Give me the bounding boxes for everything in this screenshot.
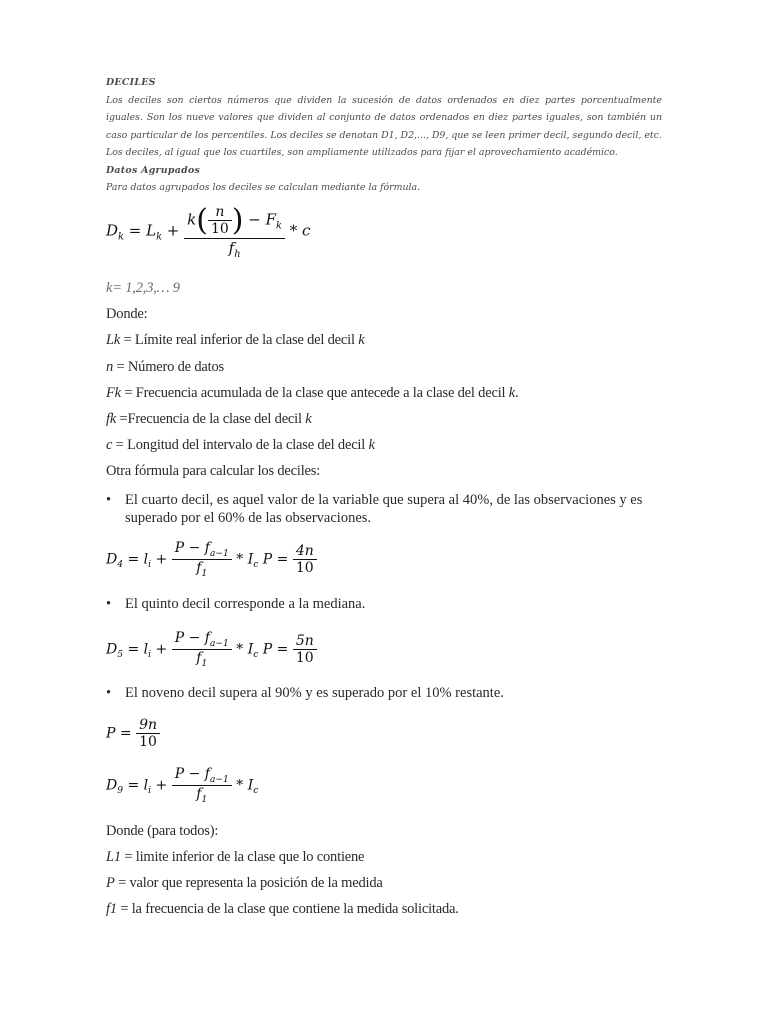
- subheading: Datos Agrupados: [106, 164, 201, 176]
- d9-formula: $D_9 = l_i$ + $\frac{P - f_{a-1}}{f_1}$ * $I_c$: [106, 766, 259, 805]
- section-heading: DECILES: [106, 77, 156, 88]
- main-decile-formula: $D_k = L_k$ + k( $\frac{n}{10}$ ) − $F_k$ $f_h$ * c: [106, 203, 311, 260]
- def-l1: L1 = limite inferior de la clase que lo contiene: [106, 849, 365, 865]
- intro-paragraph-3: Para datos agrupados los deciles se calculan mediante la fórmula.: [106, 182, 421, 193]
- intro-paragraph-1: Los deciles son ciertos números que dividen la sucesión de datos ordenados en diez partes porcentualmente iguales. Son los nueve valores que dividen al conjunto de datos ordenados en diez partes iguales, son también un caso particular de los percentiles. Los deciles se denotan D1, D2,..., D9, que se leen primer decil, segundo decil, etc.: [106, 94, 662, 141]
- donde-todos-label: Donde (para todos):: [106, 823, 219, 839]
- donde-label: Donde:: [106, 306, 148, 322]
- intro-block: [106, 74, 662, 197]
- bullet-dot-icon: •: [106, 685, 112, 701]
- k-values: k= 1,2,3,… 9: [106, 280, 180, 296]
- def-p: P = valor que representa la posición de la medida: [106, 875, 383, 891]
- otra-formula-label: Otra fórmula para calcular los deciles:: [106, 463, 321, 479]
- def-c: c = Longitud del intervalo de la clase del decil k: [106, 437, 375, 453]
- d5-formula: $D_5 = l_i$ + $\frac{P - f_{a-1}}{f_1}$ * $I_c$ P = $\frac{5n}{10}$: [106, 630, 317, 669]
- def-lk: Lk = Límite real inferior de la clase del decil k: [106, 332, 365, 348]
- p-nine-formula: P = $\frac{9n}{10}$: [106, 717, 160, 750]
- bullet-dot-icon: •: [106, 596, 112, 612]
- d4-formula: $D_4 = l_i$ + $\frac{P - f_{a-1}}{f_1}$ * $I_c$ P = $\frac{4n}{10}$: [106, 540, 317, 579]
- def-n: n = Número de datos: [106, 359, 224, 375]
- def-f1: f1 = la frecuencia de la clase que contiene la medida solicitada.: [106, 901, 459, 917]
- def-fk: Fk = Frecuencia acumulada de la clase que antecede a la clase del decil k.: [106, 385, 519, 401]
- def-fk-lower: fk =Frecuencia de la clase del decil k: [106, 411, 312, 427]
- bullet-dot-icon: •: [106, 492, 112, 508]
- document-page: DECILES Los deciles son ciertos números que dividen la sucesión de datos ordenados en diez partes porcentualmente iguales. Son los nueve valores que dividen al conjunto de datos ordenados en diez partes iguales, son también un caso particular de los percentiles. Los deciles se denotan D1, D2,..., D9, que se leen primer decil, segundo decil, etc. Los deciles, al igual que los cuartiles, son ampliamente utilizados para fijar el aprovechamiento académico. Datos Agrupados Para datos agrupados los deciles se calculan mediante la fórmula. $D_k = L_k$ + k( $\frac{n}{10}$ ) − $F_k$ $f_h$ * c k= 1,2,3,… 9 Donde: Lk = Límite real inferior de la clase del decil k n = Número de datos Fk = Frecuencia acumulada de la clase que antecede a la clase del decil k. fk =Frecuencia de la clase del decil k c = Longitud del intervalo de la clase del decil k Otra fórmula para calcular los deciles: • El cuarto decil, es aquel valor de la variable que supera al 40%, de las observaciones y es superado por el 60% de las observaciones. $D_4 = l_i$ + $\frac{P - f_{a-1}}{f_1}$ * $I_c$ P = $\frac{4n}{10}$ • El quinto decil corresponde a la mediana. $D_5 = l_i$ + $\frac{P - f_{a-1}}{f_1}$ * $I_c$ P = $\frac{5n}{10}$ • El noveno decil supera al 90% y es superado por el 10% restante. P = $\frac{9n}{10}$ $D_9 = l_i$ + $\frac{P - f_{a-1}}{f_1}$ * $I_c$ Donde (para todos): L1 = limite inferior de la clase que lo contiene P = valor que representa la posición de la medida f1 = la frecuencia de la clase que contiene la medida solicitada.: [0, 0, 768, 1024]
- intro-paragraph-2: Los deciles, al igual que los cuartiles, son ampliamente utilizados para fijar el aprovechamiento académico.: [106, 147, 618, 158]
